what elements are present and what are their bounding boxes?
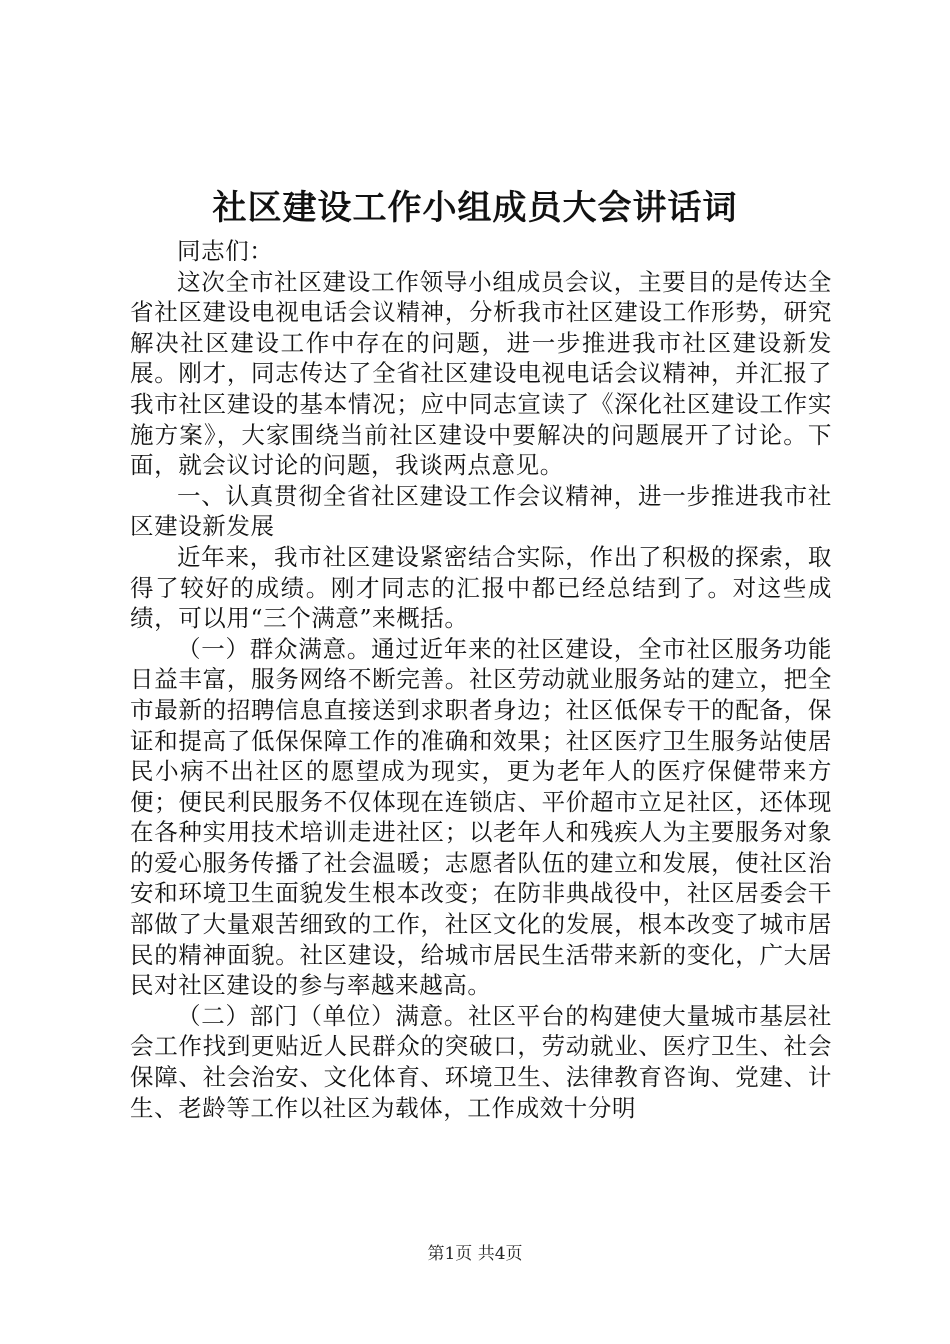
masses-satisfied-paragraph: （一）群众满意。通过近年来的社区建设，全市社区服务功能日益丰富，服务网络不断完善。社区劳动就业服务站的建立，把全市最新的招聘信息直接送到求职者身边；社区低保专干的配备，保证和提高了低保保障工作的准确和效果；社区医疗卫生服务站使居民小病不出社区的愿望成为现实，更为老年人的医疗保健带来方便；便民利民服务不仅体现在连锁店、平价超市立足社区，还体现在各种实用技术培训走进社区；以老年人和残疾人为主要服务对象的爱心服务传播了社会温暖；志愿者队伍的建立和发展，使社区治安和环境卫生面貌发生根本改变；在防非典战役中，社区居委会干部做了大量艰苦细致的工作，社区文化的发展，根本改变了城市居民的精神面貌。社区建设，给城市居民生活带来新的变化，广大居民对社区建设的参与率越来越高。	[130, 634, 832, 1000]
document-title: 社区建设工作小组成员大会讲话词	[212, 188, 738, 228]
achievements-paragraph: 近年来，我市社区建设紧密结合实际，作出了积极的探索，取得了较好的成绩。刚才同志的汇报中都已经总结到了。对这些成绩，可以用“三个满意”来概括。	[130, 542, 832, 633]
document-body	[130, 236, 832, 1123]
section-heading-one: 一、认真贯彻全省社区建设工作会议精神，进一步推进我市社区建设新发展	[130, 481, 832, 541]
page-number-footer: 第1页 共4页	[427, 1244, 523, 1264]
intro-paragraph: 这次全市社区建设工作领导小组成员会议，主要目的是传达全省社区建设电视电话会议精神，分析我市社区建设工作形势，研究解决社区建设工作中存在的问题，进一步推进我市社区建设新发展。刚才，同志传达了全省社区建设电视电话会议精神，并汇报了我市社区建设的基本情况；应中同志宣读了《深化社区建设工作实施方案》，大家围绕当前社区建设中要解决的问题展开了讨论。下面，就会议讨论的问题，我谈两点意见。	[130, 267, 832, 480]
departments-satisfied-paragraph: （二）部门（单位）满意。社区平台的构建使大量城市基层社会工作找到更贴近人民群众的突破口，劳动就业、医疗卫生、社会保障、社会治安、文化体育、环境卫生、法律教育咨询、党建、计生、老龄等工作以社区为载体，工作成效十分明	[130, 1001, 832, 1122]
salutation-paragraph: 同志们：	[177, 237, 274, 265]
